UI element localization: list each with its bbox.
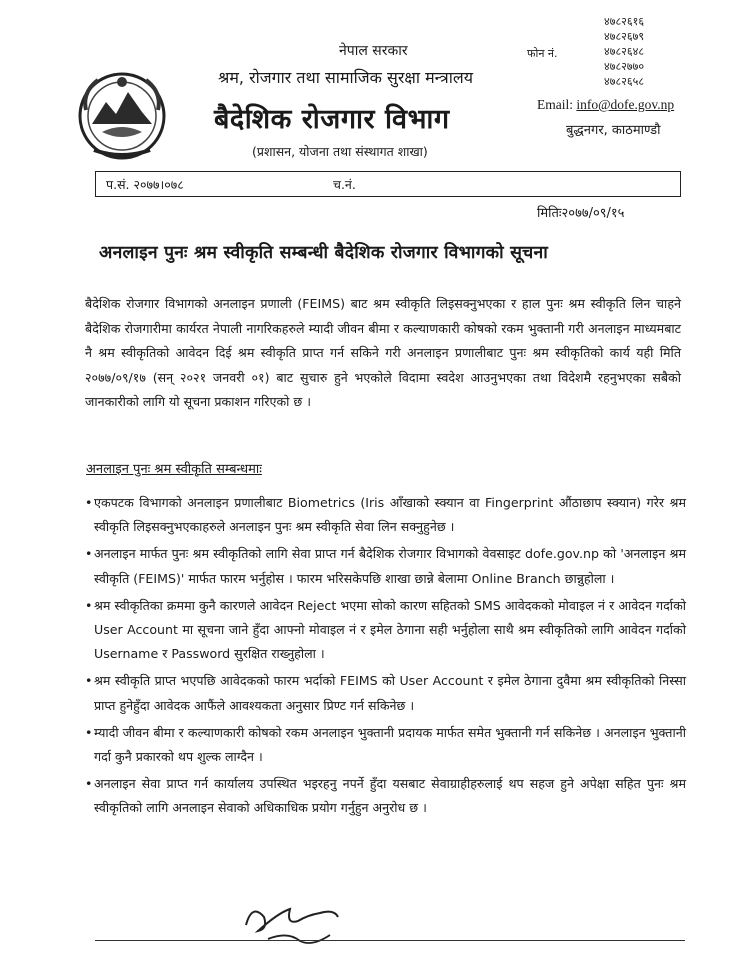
reference-number: प.सं. २०७७।०७८: [106, 177, 184, 192]
list-item: • श्रम स्वीकृति प्राप्त भएपछि आवेदकको फारम भर्दाको FEIMS को User Account र इमेल ठेगाना दुवैमा श्रम स्वीकृतिको निस्सा प्राप्त हुनेहुँदा आवेदक आफैंले आवश्यकता अनुसार प्रिण्ट गर्न सकिनेछ ।: [86, 669, 686, 717]
phone-number: ४७८२६५८: [604, 75, 645, 88]
list-item: • म्यादी जीवन बीमा र कल्याणकारी कोषको रकम अनलाइन भुक्तानी प्रदायक मार्फत समेत भुक्तानी गर्न सकिनेछ । अनलाइन भुक्तानी गर्दा कुनै प्रकारको थप शुल्क लाग्दैन ।: [86, 721, 686, 769]
phone-number: ४७८२६१६: [604, 15, 645, 28]
list-item: • अनलाइन सेवा प्राप्त गर्न कार्यालय उपस्थित भइरहनु नपर्ने हुँदा यसबाट सेवाग्राहीहरुलाई थप सहज हुने अपेक्षा सहित पुनः श्रम स्वीकृतिको लागि अनलाइन सेवाको अधिकाधिक प्रयोग गर्नुहुन अनुरोध छ ।: [86, 772, 686, 820]
phone-list: [604, 14, 644, 89]
phone-number: ४७८२६७९: [604, 30, 645, 43]
notice-subheading: अनलाइन पुनः श्रम स्वीकृति सम्बन्धमाः: [86, 462, 262, 477]
email-line: [537, 97, 674, 113]
email-link[interactable]: info@dofe.gov.np: [576, 97, 675, 112]
footer-divider: [95, 940, 685, 941]
office-address: बुद्धनगर, काठमाण्डौ: [566, 123, 661, 138]
dispatch-number: च.नं.: [333, 177, 356, 192]
reference-box: [95, 171, 681, 197]
phone-number: ४७८२६४८: [604, 45, 645, 58]
notice-title: अनलाइन पुनः श्रम स्वीकृति सम्बन्धी बैदेशिक रोजगार विभागको सूचना: [99, 243, 548, 263]
department-name: बैदेशिक रोजगार विभाग: [214, 104, 450, 135]
nepal-government-emblem-icon: [72, 62, 172, 162]
list-item: • अनलाइन मार्फत पुनः श्रम स्वीकृतिको लागि सेवा प्राप्त गर्न बैदेशिक रोजगार विभागको वेवसाइट dofe.gov.np को 'अनलाइन श्रम स्वीकृति (FEIMS)' मार्फत फारम भर्नुहोस । फारम भरिसकेपछि शाखा छान्ने बेलामा Online Branch छान्नुहोला ।: [86, 542, 686, 590]
list-item: • श्रम स्वीकृतिका क्रममा कुनै कारणले आवेदन Reject भएमा सोको कारण सहितको SMS आवेदकको मोवाइल नं र आवेदन गर्दाको User Account मा सूचना जाने हुँदा आफ्नो मोवाइल नं र इमेल ठेगाना सही भर्नुहोला साथै श्रम स्वीकृतिको लागि आवेदन गर्दाको Username र Password सुरक्षित राख्नुहोला ।: [86, 594, 686, 667]
phone-label: फोन नं.: [527, 47, 558, 60]
phone-number: ४७८२७७०: [604, 60, 645, 73]
notice-points: [86, 491, 686, 824]
notice-date: मितिः२०७७/०९/१५: [537, 206, 625, 221]
branch-name: (प्रशासन, योजना तथा संस्थागत शाखा): [252, 144, 428, 159]
government-name: नेपाल सरकार: [339, 43, 408, 59]
signature-icon: [238, 895, 348, 955]
ministry-name: श्रम, रोजगार तथा सामाजिक सुरक्षा मन्त्रालय: [218, 68, 473, 87]
list-item: • एकपटक विभागको अनलाइन प्रणालीबाट Biometrics (Iris आँखाको स्क्यान वा Fingerprint औंठाछाप स्क्यान) गरेर श्रम स्वीकृति लिइसक्नुभएकाहरुले अनलाइन पुनः श्रम स्वीकृति सेवा लिन सक्नुहुनेछ ।: [86, 491, 686, 539]
notice-intro: बैदेशिक रोजगार विभागको अनलाइन प्रणाली (FEIMS) बाट श्रम स्वीकृति लिइसक्नुभएका र हाल पुनः श्रम स्वीकृति लिन चाहने बैदेशिक रोजगारीमा कार्यरत नेपाली नागरिकहरुले म्यादी जीवन बीमा र कल्याणकारी कोषको रकम भुक्तानी गरी अनलाइन माध्यमबाट नै श्रम स्वीकृतिको आवेदन दिई श्रम स्वीकृति प्राप्त गर्न सकिने गरी अनलाइन प्रणालीबाट पुनः श्रम स्वीकृतिको कार्य यही मिति २०७७/०९/१७ (सन् २०२१ जनवरी ०१) बाट सुचारु हुने भएकोले विदामा स्वदेश आउनुभएका तथा विदेशमै रहनुभएका सबैको जानकारीको लागि यो सूचना प्रकाशन गरिएको छ ।: [85, 296, 681, 410]
email-label: Email:: [537, 97, 573, 112]
